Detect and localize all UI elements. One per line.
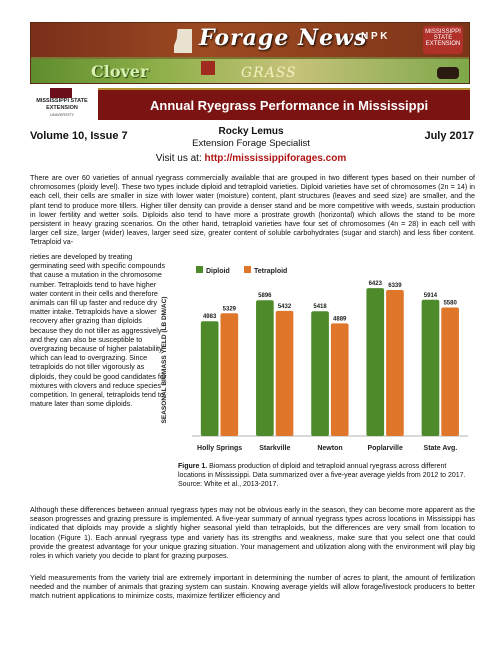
data-label: 5896 [258, 293, 272, 300]
bar-tetraploid [386, 290, 404, 436]
biomass-bar-chart [156, 262, 474, 458]
figure-label: Figure 1. [178, 463, 208, 470]
bar-diploid [256, 300, 274, 436]
volume-issue: Volume 10, Issue 7 [30, 130, 128, 142]
paragraph-sidebar: rieties are developed by treating germinating seed with specific compounds that cause a mutation in the chromosome number. Tetraploids tend to have higher water content in their cells and therefore animals can fill up faster and reduce dry matter intake. Tetraploids have a slower recovery after grazing than diploids because they do not tiller as aggressively and they can also be susceptible to overgrazing because of higher palatability which can lead to overgrazing. Since tetraploids do not tiller vigorously as diploids, they could be good candidates for mixtures with clovers and reduce species competition. In general, tetraploids tend to mature later than some diploids. [30, 252, 167, 409]
visit-prefix: Visit us at: [155, 153, 205, 164]
x-tick-label: Newton [317, 445, 343, 452]
author-title: Extension Forage Specialist [192, 138, 310, 149]
logo-line1: MISSISSIPPI STATE [36, 98, 88, 104]
bar-tetraploid [276, 311, 294, 436]
figure-caption-text: Biomass production of diploid and tetraploid annual ryegrass across different locations in Mississippi. Data summarized over a five-year average yields from 2012 to 2017. Source: White et al., 2013-2017. [178, 463, 466, 488]
banner-grass-word: GRASS [241, 65, 297, 81]
bar-tetraploid [220, 313, 238, 436]
legend-swatch-diploid [196, 266, 203, 273]
x-tick-label: Starkville [259, 445, 291, 452]
website-link[interactable]: http://mississippiforages.com [204, 153, 347, 164]
data-label: 4983 [202, 314, 217, 321]
chart-svg [156, 262, 474, 458]
logo-line2: EXTENSION [46, 105, 78, 111]
issue-date: July 2017 [424, 130, 474, 142]
newsletter-banner [30, 22, 470, 84]
msu-extension-logo [30, 88, 94, 128]
logo-line3: UNIVERSITY [49, 112, 74, 117]
bar-diploid [201, 321, 219, 436]
paragraph-yield: Yield measurements from the variety trial are extremely important in determining the number of acres to plant, the amount of fertilization needed and the number of animals that grazing system can sustain. Knowing average yields will allow forage/livestock producers to better match nutrient applications to minimize costs, maximize fertilizer efficiency and [30, 573, 475, 601]
data-label: 6423 [368, 281, 382, 288]
legend-label-diploid: Diploid [206, 268, 230, 275]
paragraph-differences: Although these differences between annual ryegrass types may not be obvious early in the season, they can become more apparent as the season progresses and grazing pressure is implemented. A five-year summary of annual ryegrass types across locations in Mississippi has indicated that diploids may provide a slightly higher seasonal yield than tetraploids, but the differences are very small from location to location (Figure 1). Each annual ryegrass type and variety has its strengths and weakness, make sure that you select one that could provide the greatest advantage for your unique grazing situation. Your management and utilization along with the environment will play big roles in which variety you decide to plant for grazing purposes. [30, 505, 475, 561]
data-label: 5329 [222, 306, 237, 313]
visit-line [0, 153, 502, 164]
author-name: Rocky Lemus [218, 126, 284, 137]
bar-diploid [366, 288, 384, 436]
bar-tetraploid [331, 323, 349, 436]
data-label: 5432 [277, 303, 292, 310]
data-label: 6339 [388, 283, 402, 290]
data-label: 5580 [443, 300, 457, 307]
x-tick-label: State Avg. [423, 445, 458, 452]
legend-label-tetraploid: Tetraploid [254, 268, 288, 275]
legend-swatch-tetraploid [244, 266, 251, 273]
extension-logo-icon: MISSISSIPPI STATE EXTENSION [423, 26, 463, 54]
msu-mark-icon [50, 88, 72, 98]
data-label: 5914 [423, 292, 438, 299]
article-title: Annual Ryegrass Performance in Mississippi [150, 98, 429, 113]
npk-label: N P K [361, 31, 388, 42]
cow-icon [437, 67, 459, 79]
data-label: 5418 [313, 304, 327, 311]
data-label: 4889 [333, 316, 347, 323]
y-axis-label: SEASONAL BIOMASS YIELD (LB DM/AC) [161, 296, 168, 424]
banner-clover-word: Clover [91, 62, 149, 81]
barn-icon [201, 61, 215, 75]
article-title-bar [98, 88, 470, 120]
bar-tetraploid [441, 307, 459, 436]
bar-diploid [311, 311, 329, 436]
paragraph-intro: There are over 60 varieties of annual ryegrass commercially available that are grouped in two different types based on their number of chromosomes (ploidy level). These two types include diploid and tetraploid varieties. Diploid varieties have set of chromosomes (2n = 14) in each cell, their cells are smaller in size with lower water (moisture) content, plant structures (leaves and seed size) are smaller, and the plant tend to produce more tillers. Higher tiller density can provide a denser stand and be more competitive with weeds, sustain production in lower fertility and wetter soils. Diploids also tend to have more a prostrate growth (horizontal) which allows the stand to be more persistent in heavy grazing scenarios. On the other hand, tetraploid varieties have four set of chromosomes (4n = 28) in each cell with larger cell size, larger (wider) leaves, larger seed size, greater content of soluble carbohydrates (sugar and starch) and less fiber content. Tetraploid va- [30, 173, 475, 247]
x-tick-label: Holly Springs [197, 445, 243, 452]
banner-title: Forage News [199, 25, 368, 51]
bar-diploid [422, 300, 440, 436]
figure-caption [178, 462, 474, 489]
x-tick-label: Poplarville [367, 445, 403, 452]
